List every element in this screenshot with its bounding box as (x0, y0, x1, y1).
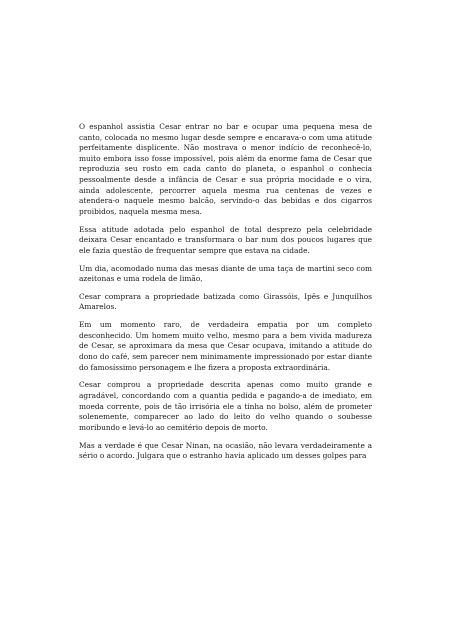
paragraph-6: Cesar comprou a propriedade descrita apenas como muito grande e agradável, concordando com a quantia pedida e pagando-a de imediato, em moeda corrente, pois de tão irrisória ele a tinha no bolso, além de prometer solenemente, comparecer ao lado do leito do velho quando o soubesse moribundo e levá-lo ao cemitério depois de morto. (79, 380, 372, 432)
body-text (79, 122, 372, 469)
paragraph-7: Mas a verdade é que Cesar Ninan, na ocasião, não levara verdadeiramente a sério o acordo. Julgara que o estranho havia aplicado um desses golpes para (79, 440, 372, 461)
paragraph-1: O espanhol assistia Cesar entrar no bar e ocupar uma pequena mesa de canto, colocada no mesmo lugar desde sempre e encarava-o com uma atitude perfeitamente displicente. Não mostrava o menor indício de reconhecê-lo, muito embora isso fosse impossível, pois além da enorme fama de Cesar que reproduzia seu rosto em cada canto do planeta, o espanhol o conhecia pessoalmente desde a infância de Cesar e sua própria mocidade e o vira, ainda adolescente, percorrer aquela mesma rua centenas de vezes e atendera-o naquele mesmo balcão, servindo-o das bebidas e dos cigarros proibidos, naquela mesma mesa. (79, 122, 372, 216)
paragraph-4: Cesar comprara a propriedade batizada como Girassóis, Ipês e Junquilhos Amarelos. (79, 291, 372, 312)
paragraph-2: Essa atitude adotada pelo espanhol de total desprezo pela celebridade deixara Cesar encantado e transformara o bar num dos poucos lugares que ele fazia questão de frequentar sempre que estava na cidade. (79, 224, 372, 255)
paragraph-3: Um dia, acomodado numa das mesas diante de uma taça de martini seco com azeitonas e uma rodela de limão, (79, 263, 372, 284)
paragraph-5: Em um momento raro, de verdadeira empatia por um completo desconhecido. Um homem muito velho, mesmo para a bem vivida madureza de Cesar, se aproximara da mesa que Cesar ocupava, imitando a atitude do dono do café, sem parecer nem minimamente impressionado por estar diante do famosíssimo personagem e lhe fizera a proposta extraordinária. (79, 320, 372, 372)
